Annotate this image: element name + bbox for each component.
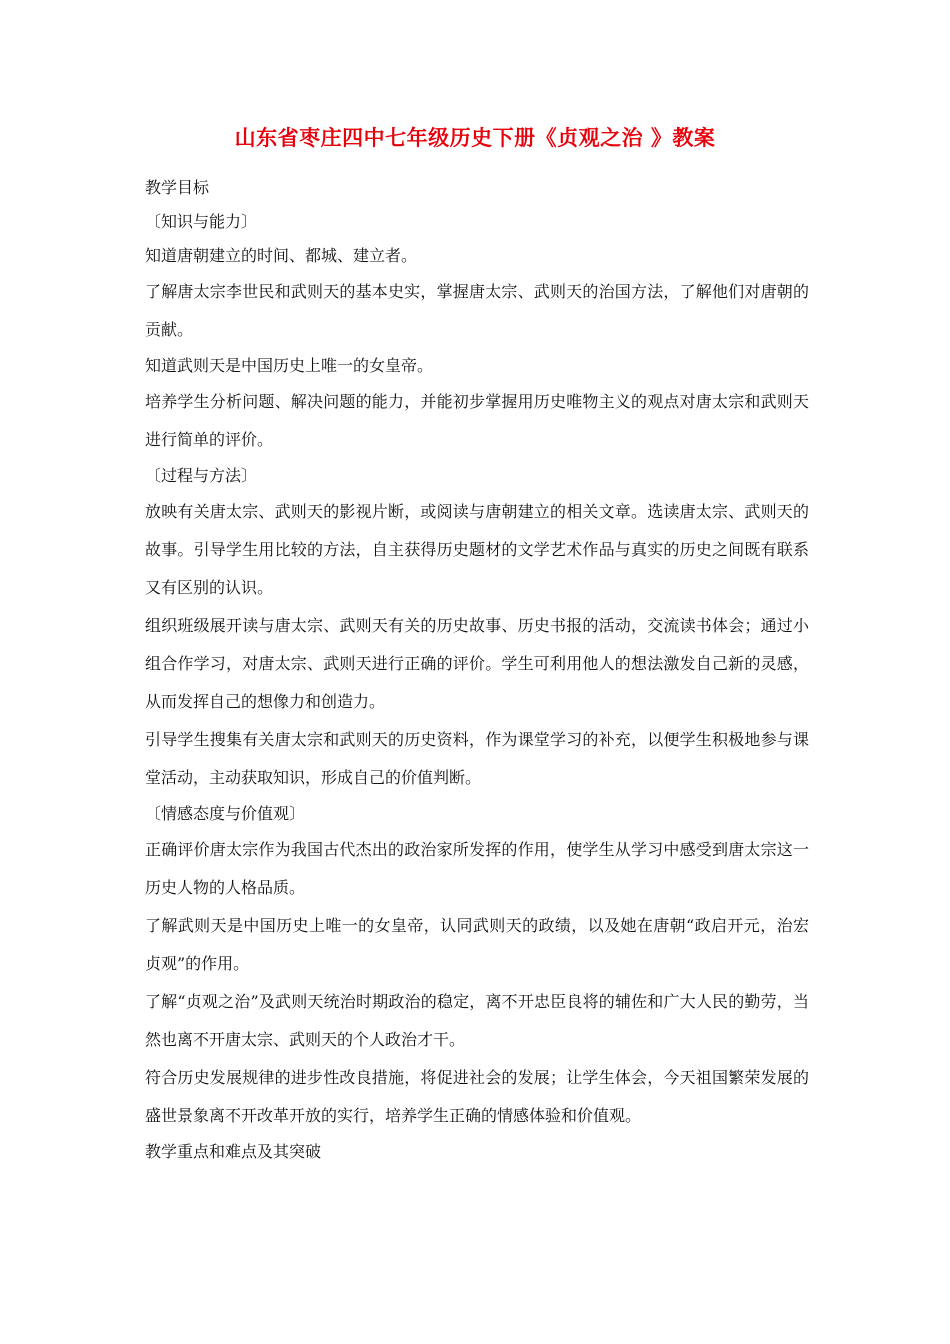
paragraph: 正确评价唐太宗作为我国古代杰出的政治家所发挥的作用，使学生从学习中感受到唐太宗这一历史人物的人格品质。 [145,840,809,897]
paragraph: 知道唐朝建立的时间、都城、建立者。 [145,246,418,265]
paragraph: 引导学生搜集有关唐太宗和武则天的历史资料，作为课堂学习的补充，以便学生积极地参与课堂活动，主动获取知识，形成自己的价值判断。 [145,730,809,787]
document-body [145,171,809,1169]
section-heading-teaching-goals: 教学目标 [145,178,210,197]
subsection-heading-values: 〔情感态度与价值观〕 [145,804,306,823]
paragraph: 符合历史发展规律的进步性改良措施，将促进社会的发展；让学生体会，今天祖国繁荣发展的盛世景象离不开改革开放的实行，培养学生正确的情感体验和价值观。 [145,1068,809,1125]
paragraph: 培养学生分析问题、解决问题的能力，并能初步掌握用历史唯物主义的观点对唐太宗和武则天进行简单的评价。 [145,392,809,449]
subsection-heading-knowledge: 〔知识与能力〕 [145,212,258,231]
section-heading-key-points: 教学重点和难点及其突破 [145,1142,322,1161]
paragraph: 了解武则天是中国历史上唯一的女皇帝，认同武则天的政绩，以及她在唐朝“政启开元，治宏贞观”的作用。 [145,916,809,973]
paragraph: 了解唐太宗李世民和武则天的基本史实，掌握唐太宗、武则天的治国方法，了解他们对唐朝的贡献。 [145,282,809,339]
paragraph: 放映有关唐太宗、武则天的影视片断，或阅读与唐朝建立的相关文章。选读唐太宗、武则天的故事。引导学生用比较的方法，自主获得历史题材的文学艺术作品与真实的历史之间既有联系又有区别的认识。 [145,502,809,597]
paragraph: 知道武则天是中国历史上唯一的女皇帝。 [145,356,434,375]
paragraph: 组织班级展开读与唐太宗、武则天有关的历史故事、历史书报的活动，交流读书体会；通过小组合作学习，对唐太宗、武则天进行正确的评价。学生可利用他人的想法激发自己新的灵感，从而发挥自己的想像力和创造力。 [145,616,809,711]
paragraph: 了解“贞观之治”及武则天统治时期政治的稳定，离不开忠臣良将的辅佐和广大人民的勤劳，当然也离不开唐太宗、武则天的个人政治才干。 [145,992,809,1049]
document-title: 山东省枣庄四中七年级历史下册《贞观之治 》教案 [234,126,716,150]
subsection-heading-process: 〔过程与方法〕 [145,466,258,485]
